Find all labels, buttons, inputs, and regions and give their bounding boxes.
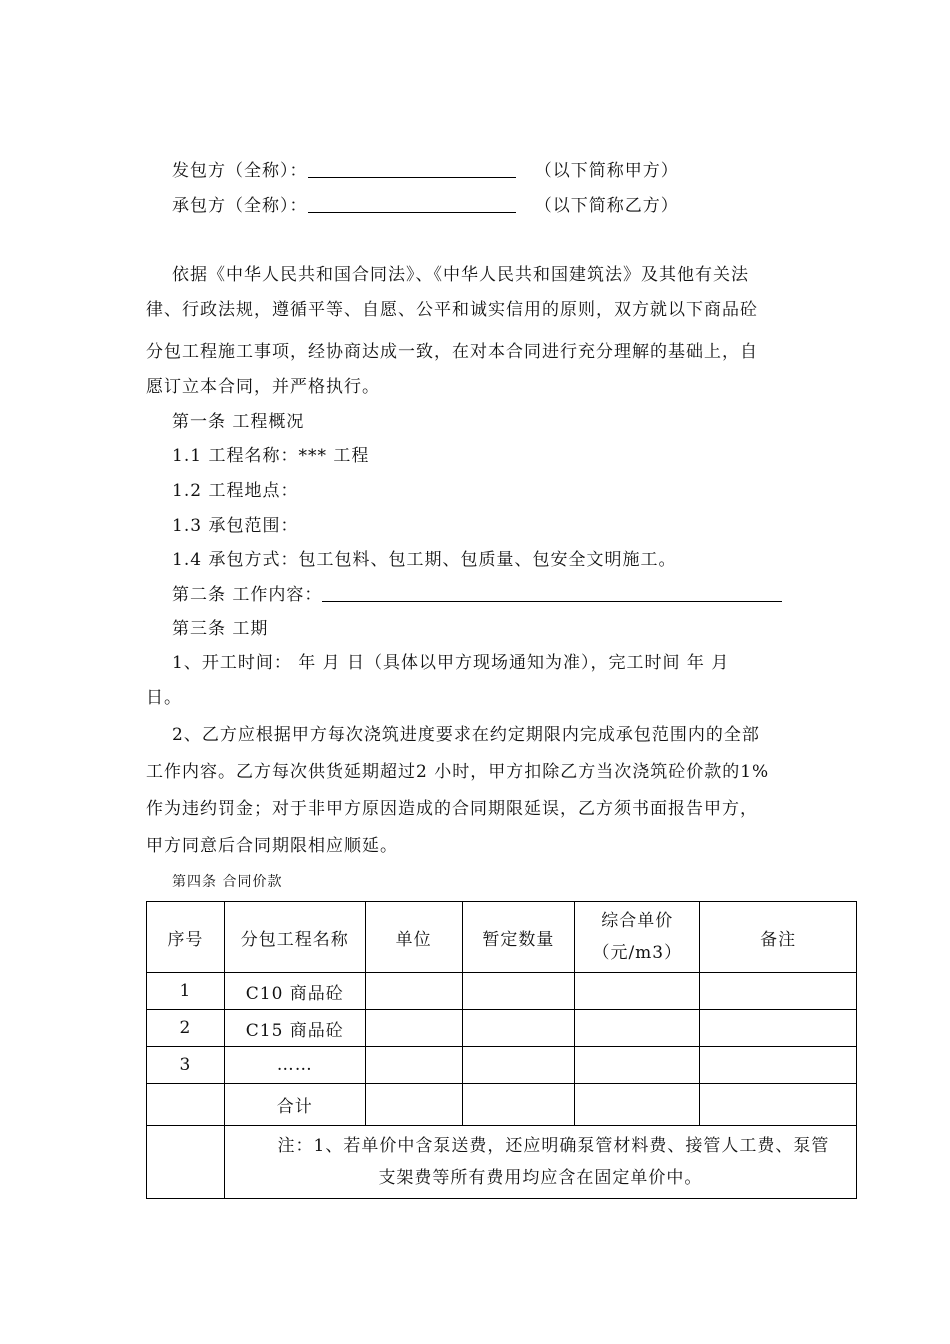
intro-line-3: 分包工程施工事项，经协商达成一致，在对本合同进行充分理解的基础上，自 (146, 342, 758, 362)
note-cell (224, 1126, 856, 1199)
intro-line-4: 愿订立本合同，并严格执行。 (146, 377, 380, 397)
header-name: 分包工程名称 (224, 902, 365, 973)
price-table (146, 901, 857, 1199)
employer-name-blank[interactable] (308, 159, 516, 178)
employer-label: 发包方（全称）： (172, 161, 308, 181)
table-row (147, 1047, 857, 1084)
table-note-row (147, 1126, 857, 1199)
row-remarks[interactable] (700, 1010, 857, 1047)
contractor-line (172, 194, 679, 218)
contractor-suffix: （以下简称乙方） (534, 196, 679, 216)
row-quantity[interactable] (462, 1010, 575, 1047)
contract-mode: 1.4 承包方式：包工包料、包工期、包质量、包安全文明施工。 (172, 550, 677, 570)
contractor-label: 承包方（全称）： (172, 196, 308, 216)
intro-line-2: 律、行政法规，遵循平等、自愿、公平和诚实信用的原则，双方就以下商品砼 (146, 300, 758, 320)
row-no: 2 (147, 1010, 225, 1047)
row-quantity[interactable] (462, 973, 575, 1010)
row-no: 1 (147, 973, 225, 1010)
employer-suffix: （以下简称甲方） (534, 161, 679, 181)
table-header-row (147, 902, 857, 973)
contractor-name-blank[interactable] (308, 194, 516, 213)
project-name: 1.1 工程名称：*** 工程 (172, 446, 370, 466)
note-blank-cell (147, 1126, 225, 1199)
row-unit[interactable] (365, 1010, 462, 1047)
employer-line (172, 159, 679, 183)
header-unit-price (575, 902, 700, 973)
total-unit[interactable] (365, 1084, 462, 1126)
header-remarks: 备注 (700, 902, 857, 973)
table-total-row (147, 1084, 857, 1126)
note-line-1: 注：1、若单价中含泵送费，还应明确泵管材料费、接管人工费、泵管 (277, 1136, 830, 1156)
header-quantity: 暂定数量 (462, 902, 575, 973)
project-location: 1.2 工程地点： (172, 481, 299, 501)
row-name: C10 商品砼 (224, 973, 365, 1010)
delivery-line-3: 作为违约罚金；对于非甲方原因造成的合同期限延误，乙方须书面报告甲方， (146, 799, 758, 819)
total-quantity[interactable] (462, 1084, 575, 1126)
table-row (147, 973, 857, 1010)
row-unit-price[interactable] (575, 973, 700, 1010)
table-row (147, 1010, 857, 1047)
header-unit: 单位 (365, 902, 462, 973)
article1-title: 第一条 工程概况 (172, 412, 305, 432)
row-unit-price[interactable] (575, 1047, 700, 1084)
row-name: C15 商品砼 (224, 1010, 365, 1047)
total-no (147, 1084, 225, 1126)
delivery-line-4: 甲方同意后合同期限相应顺延。 (146, 836, 398, 856)
delivery-line-1: 2、乙方应根据甲方每次浇筑进度要求在约定期限内完成承包范围内的全部 (172, 725, 760, 745)
row-unit[interactable] (365, 1047, 462, 1084)
row-unit[interactable] (365, 973, 462, 1010)
schedule-line-1: 1、开工时间： 年 月 日（具体以甲方现场通知为准），完工时间 年 月 (172, 653, 730, 673)
row-name: …… (224, 1047, 365, 1084)
row-no: 3 (147, 1047, 225, 1084)
total-remarks[interactable] (700, 1084, 857, 1126)
total-label: 合计 (224, 1084, 365, 1126)
schedule-line-2: 日。 (146, 688, 182, 708)
row-quantity[interactable] (462, 1047, 575, 1084)
article3-title: 第三条 工期 (172, 619, 269, 639)
work-content-blank[interactable] (322, 583, 782, 602)
header-unit-price-label: 综合单价 (601, 911, 674, 931)
article4-title: 第四条 合同价款 (172, 874, 283, 890)
contract-scope: 1.3 承包范围： (172, 516, 299, 536)
row-remarks[interactable] (700, 1047, 857, 1084)
note-line-2: 支架费等所有费用均应含在固定单价中。 (378, 1168, 703, 1188)
header-unit-price-unit: （元/m3） (592, 943, 683, 963)
article2-line (172, 583, 782, 607)
total-unit-price[interactable] (575, 1084, 700, 1126)
row-remarks[interactable] (700, 973, 857, 1010)
row-unit-price[interactable] (575, 1010, 700, 1047)
intro-line-1: 依据《中华人民共和国合同法》、《中华人民共和国建筑法》及其他有关法 (172, 265, 749, 285)
article2-title: 第二条 工作内容： (172, 585, 323, 605)
delivery-line-2: 工作内容。乙方每次供货延期超过2 小时，甲方扣除乙方当次浇筑砼价款的1% (146, 762, 770, 782)
header-no: 序号 (147, 902, 225, 973)
